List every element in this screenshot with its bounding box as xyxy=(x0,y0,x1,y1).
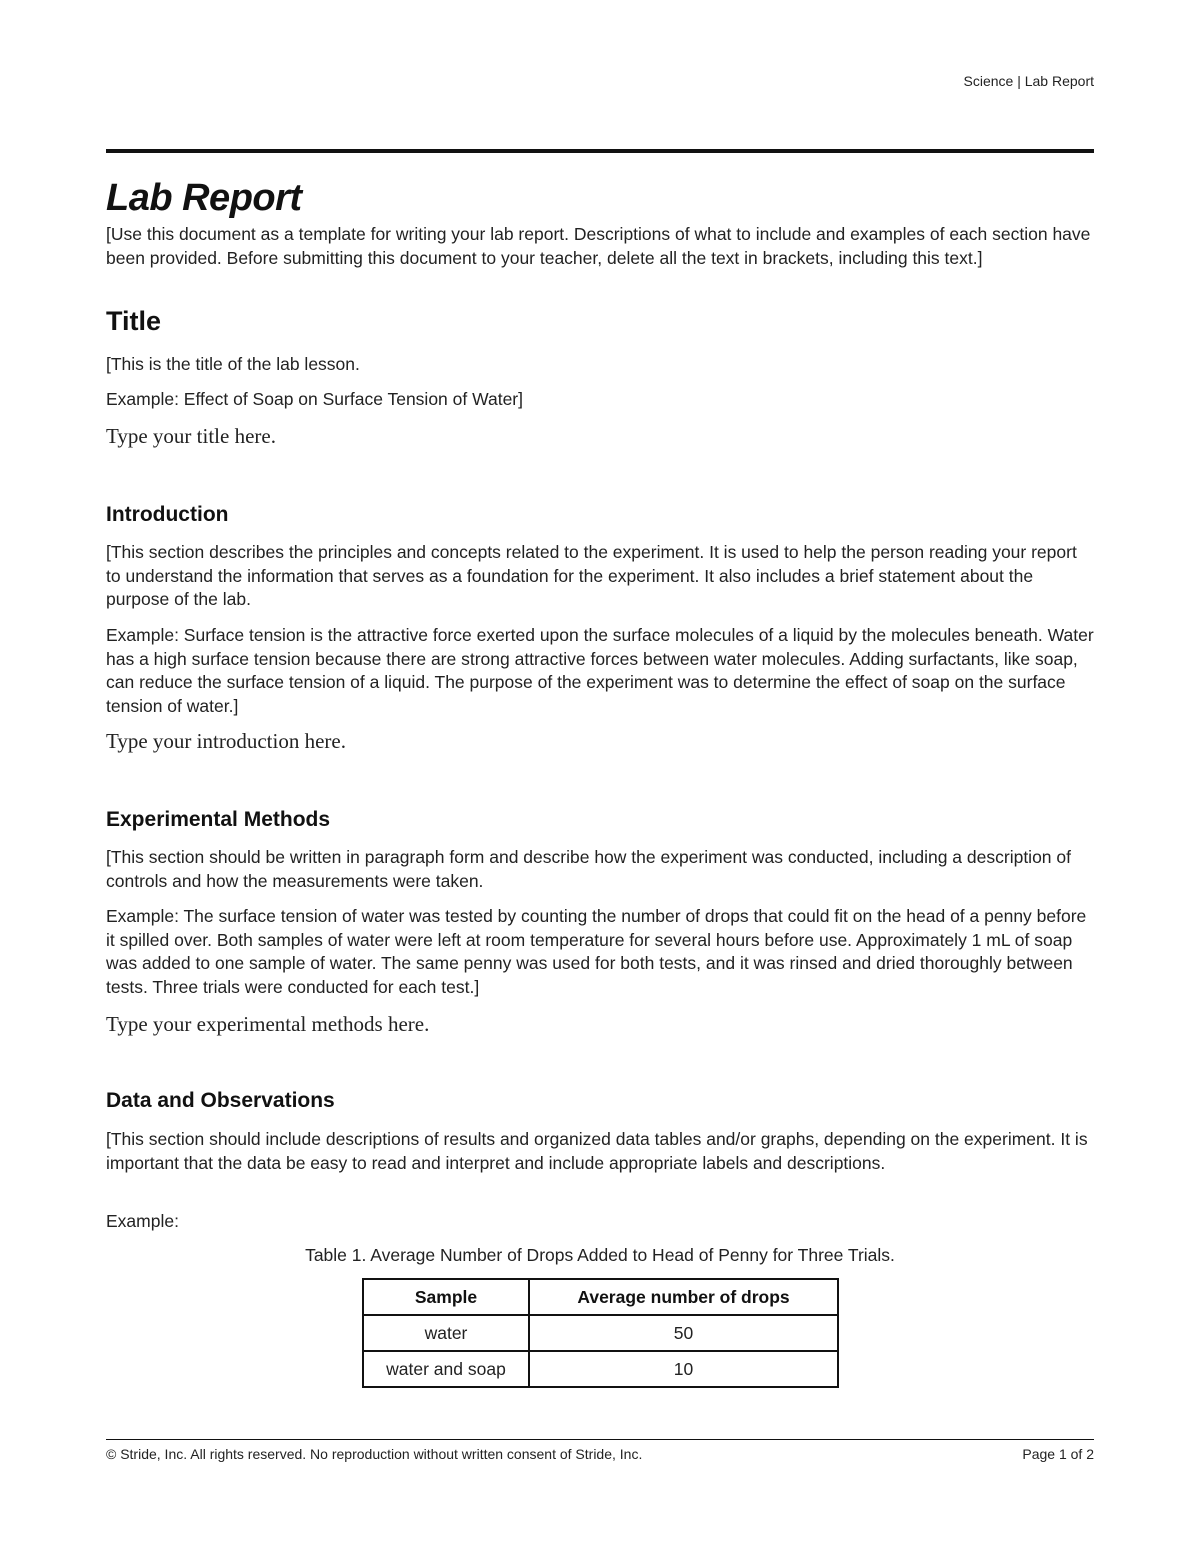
title-example: Example: Effect of Soap on Surface Tension of Water] xyxy=(106,389,523,409)
introduction-heading: Introduction xyxy=(106,503,229,526)
page-header: Science | Lab Report xyxy=(963,73,1094,89)
drops-table xyxy=(362,1278,839,1388)
data-description: [This section should include descriptions of results and organized data tables and/or graphs, depending on the experiment. It is important that the data be easy to read and interpret and include appropriate labels and descriptions. xyxy=(106,1129,1088,1173)
methods-description: [This section should be written in paragraph form and describe how the experiment was conducted, including a description of controls and how the measurements were taken. xyxy=(106,847,1071,891)
table-cell-sample: water xyxy=(363,1315,529,1351)
data-example-label: Example: xyxy=(106,1211,179,1231)
table-row xyxy=(363,1315,838,1351)
introduction-placeholder[interactable]: Type your introduction here. xyxy=(106,729,346,753)
column-header-average-drops: Average number of drops xyxy=(529,1279,838,1315)
table-row xyxy=(363,1351,838,1387)
introduction-description: [This section describes the principles and concepts related to the experiment. It is used to help the person reading your report to understand the information that serves as a foundation for the experiment. It also includes a brief statement about the purpose of the lab. xyxy=(106,542,1077,609)
header-rule xyxy=(106,149,1094,153)
methods-placeholder[interactable]: Type your experimental methods here. xyxy=(106,1012,430,1036)
footer-copyright: © Stride, Inc. All rights reserved. No reproduction without written consent of Stride, Inc. xyxy=(106,1446,643,1462)
introduction-example: Example: Surface tension is the attractive force exerted upon the surface molecules of a liquid by the molecules beneath. Water has a high surface tension because there are strong attractive forces between water molecules. Adding surfactants, like soap, can reduce the surface tension of a liquid. The purpose of the experiment was to determine the effect of soap on the surface tension of water.] xyxy=(106,625,1094,716)
title-placeholder[interactable]: Type your title here. xyxy=(106,424,276,448)
table-header-row xyxy=(363,1279,838,1315)
document-page xyxy=(106,0,1094,1553)
column-header-sample: Sample xyxy=(363,1279,529,1315)
table-cell-average: 50 xyxy=(529,1315,838,1351)
template-instructions: [Use this document as a template for writing your lab report. Descriptions of what to include and examples of each section have been provided. Before submitting this document to your teacher, delete all the text in brackets, including this text.] xyxy=(106,224,1091,268)
footer-rule xyxy=(106,1439,1094,1440)
table-cell-sample: water and soap xyxy=(363,1351,529,1387)
page-number: Page 1 of 2 xyxy=(1022,1446,1094,1462)
methods-example: Example: The surface tension of water was tested by counting the number of drops that could fit on the head of a penny before it spilled over. Both samples of water were left at room temperature for several hours before use. Approximately 1 mL of soap was added to one sample of water. The same penny was used for both tests, and it was rinsed and dried thoroughly between tests. Three trials were conducted for each test.] xyxy=(106,906,1087,997)
document-title: Lab Report xyxy=(106,177,302,219)
title-description: [This is the title of the lab lesson. xyxy=(106,354,360,374)
table-cell-average: 10 xyxy=(529,1351,838,1387)
table-caption: Table 1. Average Number of Drops Added to Head of Penny for Three Trials. xyxy=(305,1245,895,1265)
title-heading: Title xyxy=(106,306,162,336)
methods-heading: Experimental Methods xyxy=(106,808,331,831)
data-heading: Data and Observations xyxy=(106,1089,335,1112)
